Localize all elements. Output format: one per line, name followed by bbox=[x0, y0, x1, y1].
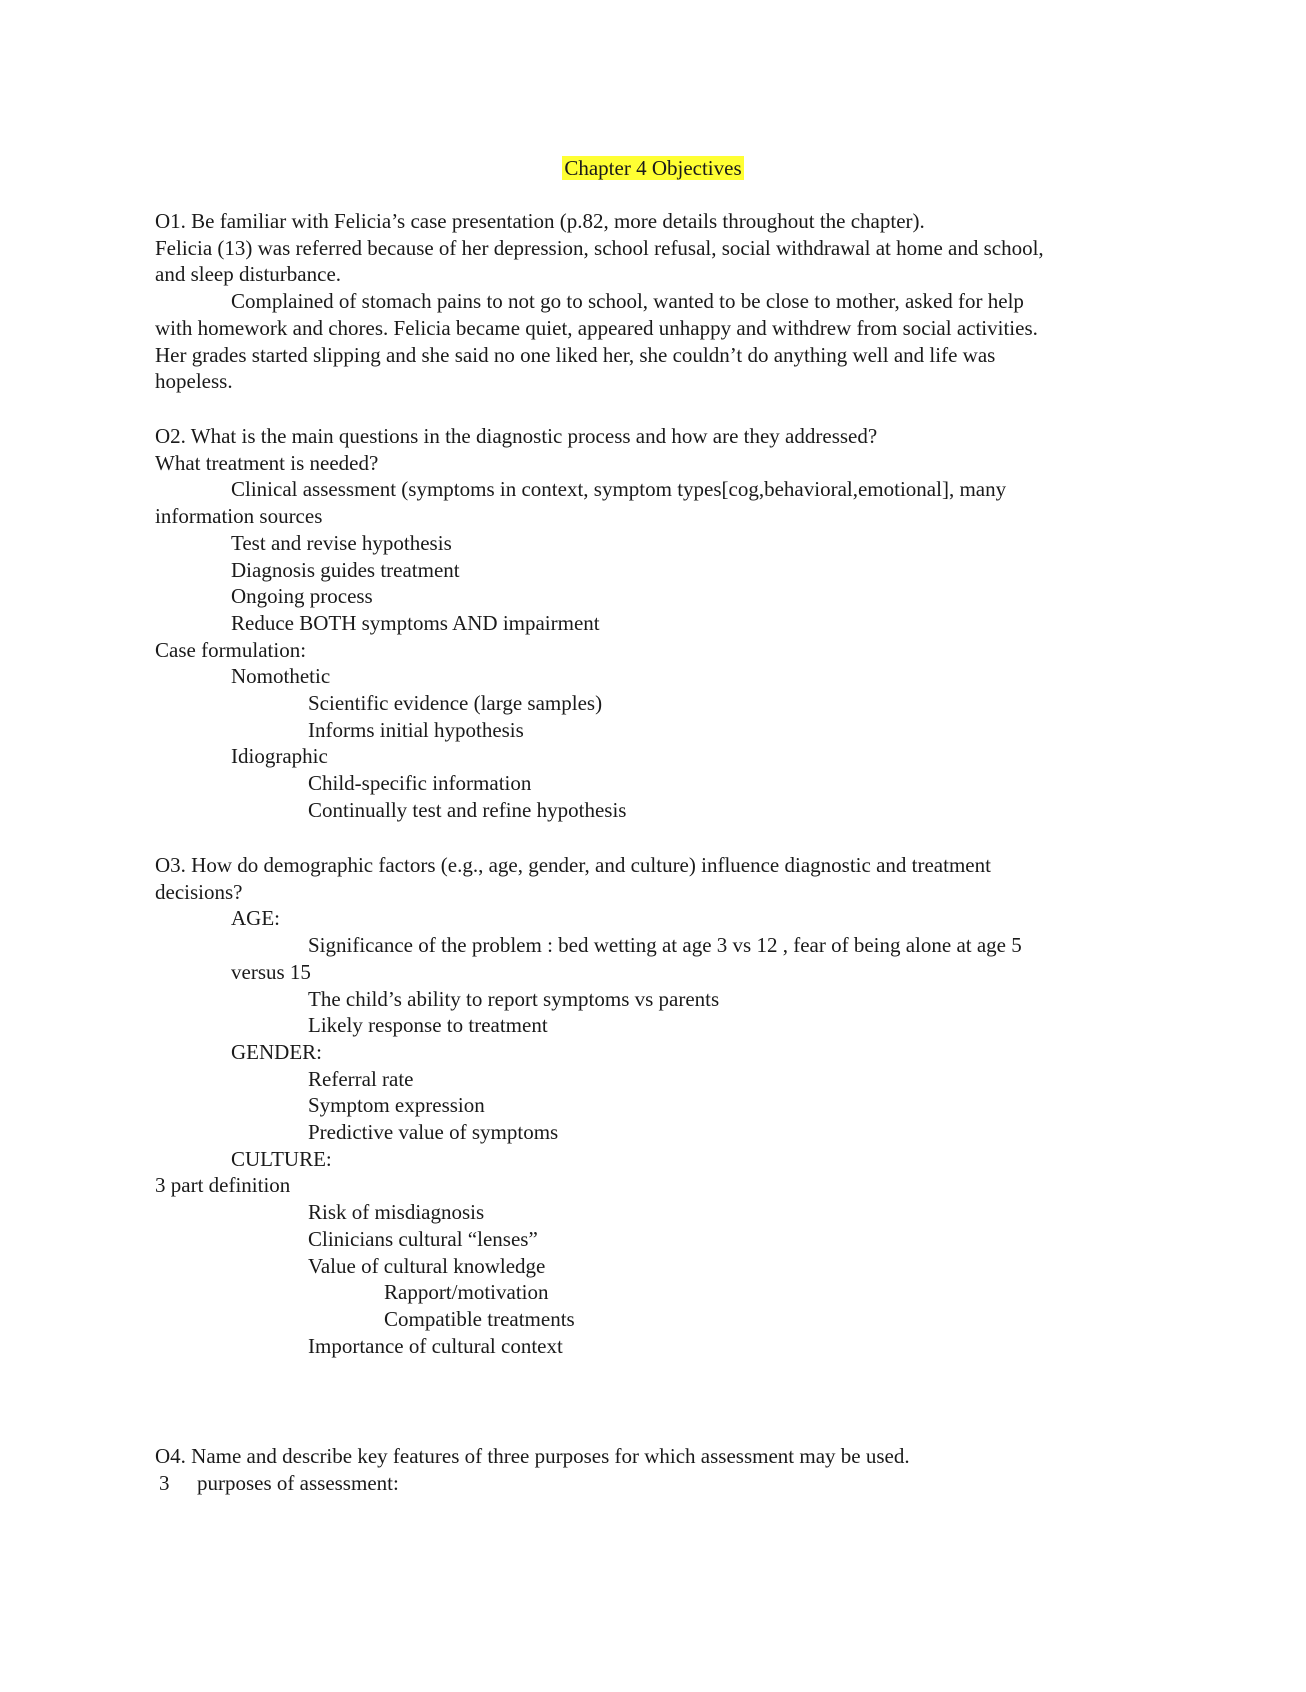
objective-4-heading: O4. Name and describe key features of three purposes for which assessment may be used. bbox=[155, 1444, 910, 1468]
objective-3-item: Risk of misdiagnosis bbox=[308, 1200, 485, 1225]
objective-2-item: Clinical assessment (symptoms in context, symptom types[cog,behavioral,emotional], many bbox=[231, 477, 1007, 502]
objective-4-text: purposes of assessment: bbox=[197, 1470, 399, 1495]
objective-3-heading: decisions? bbox=[155, 879, 243, 904]
objective-3-item: Referral rate bbox=[308, 1066, 414, 1091]
objective-2-subitem: Scientific evidence (large samples) bbox=[308, 691, 603, 716]
objective-2 bbox=[155, 423, 1155, 824]
objective-1-text: Her grades started slipping and she said no one liked her, she couldn’t do anything well and life was bbox=[155, 342, 996, 367]
objective-2-text: What treatment is needed? bbox=[155, 450, 379, 475]
objective-3-item: The child’s ability to report symptoms vs parents bbox=[308, 986, 720, 1011]
objective-1-text: and sleep disturbance. bbox=[155, 262, 342, 287]
objective-2-item: Test and revise hypothesis bbox=[231, 530, 452, 555]
objective-2-item: Reduce BOTH symptoms AND impairment bbox=[231, 610, 600, 635]
objective-2-subheading: Case formulation: bbox=[155, 637, 307, 662]
objective-2-subitem: Informs initial hypothesis bbox=[308, 717, 524, 742]
objective-1-text: Complained of stomach pains to not go to school, wanted to be close to mother, asked for help bbox=[231, 289, 1024, 314]
objective-2-item: Ongoing process bbox=[231, 584, 373, 609]
objective-3-subheading: GENDER: bbox=[231, 1039, 322, 1064]
objective-1 bbox=[155, 208, 1155, 395]
objective-3-subheading: CULTURE: bbox=[231, 1146, 332, 1171]
objective-2-subitem: Child-specific information bbox=[308, 771, 532, 796]
objective-2-item: Nomothetic bbox=[231, 664, 331, 689]
title-row bbox=[0, 155, 1306, 181]
objective-3-item: Symptom expression bbox=[308, 1093, 485, 1118]
objective-3 bbox=[155, 852, 1155, 1359]
objective-2-text: information sources bbox=[155, 504, 323, 529]
objective-3-text: 3 part definition bbox=[155, 1173, 291, 1198]
objective-2-subitem: Continually test and refine hypothesis bbox=[308, 797, 627, 822]
objective-3-item: Value of cultural knowledge bbox=[308, 1253, 546, 1278]
objective-3-subitem: Compatible treatments bbox=[384, 1306, 575, 1331]
objective-2-item: Diagnosis guides treatment bbox=[231, 557, 460, 582]
objective-3-item: Predictive value of symptoms bbox=[308, 1120, 559, 1145]
objective-3-heading: O3. How do demographic factors (e.g., age, gender, and culture) influence diagnostic and treatment bbox=[155, 853, 991, 877]
page-title: Chapter 4 Objectives bbox=[564, 156, 742, 180]
objective-4 bbox=[155, 1443, 1155, 1496]
objective-3-subitem: Rapport/motivation bbox=[384, 1280, 549, 1305]
list-number: 3 bbox=[159, 1470, 170, 1495]
objective-3-item: Clinicians cultural “lenses” bbox=[308, 1226, 538, 1251]
objective-3-item: Significance of the problem : bed wetting at age 3 vs 12 , fear of being alone at age 5 bbox=[308, 933, 1022, 958]
objective-4-list-line bbox=[155, 1470, 1155, 1497]
objective-1-heading: O1. Be familiar with Felicia’s case presentation (p.82, more details throughout the chapter). bbox=[155, 209, 925, 233]
objective-3-item: versus 15 bbox=[231, 959, 311, 984]
objective-3-item: Likely response to treatment bbox=[308, 1013, 548, 1038]
objective-3-subheading: AGE: bbox=[231, 906, 280, 931]
objective-2-item: Idiographic bbox=[231, 744, 328, 769]
objective-1-text: with homework and chores. Felicia became quiet, appeared unhappy and withdrew from social activities. bbox=[155, 315, 1038, 340]
objective-2-heading: O2. What is the main questions in the diagnostic process and how are they addressed? bbox=[155, 424, 878, 448]
objective-3-item: Importance of cultural context bbox=[308, 1333, 563, 1358]
objective-1-text: hopeless. bbox=[155, 369, 233, 394]
objective-1-text: Felicia (13) was referred because of her depression, school refusal, social withdrawal at home and school, bbox=[155, 235, 1044, 260]
